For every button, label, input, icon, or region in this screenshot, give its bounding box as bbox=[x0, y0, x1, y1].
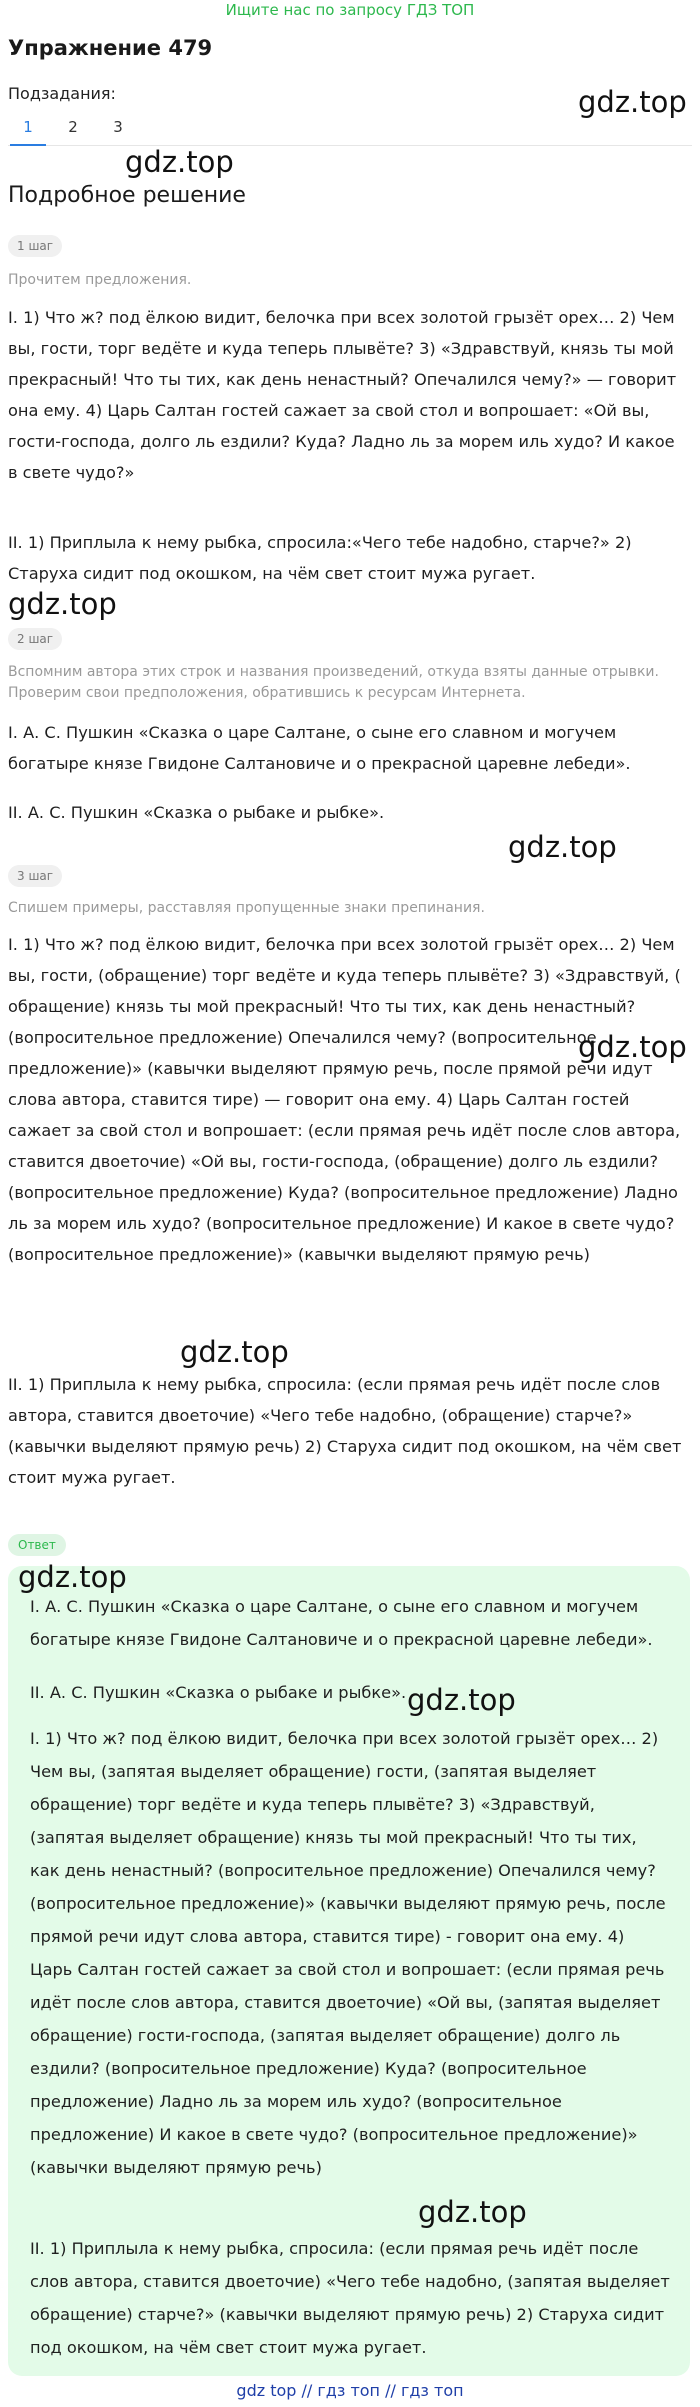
watermark: gdz.top bbox=[8, 587, 117, 621]
watermark: gdz.top bbox=[418, 2195, 527, 2229]
step-paragraph: I. 1) Что ж? под ёлкою видит, белочка при всех золотой грызёт орех… 2) Чем вы, гости, (обращение) торг ведёте и куда теперь плывёте? 3) «Здравствуй, ( обращение) князь ты мой прекрасный! Что ты тих, как день ненастный? (вопросительное предложение) Опечалился чему? (вопросительное предложение)» (кавычки выделяют прямую речь, после прямой речи идут слова автора, ставится тире) — говорит она ему. 4) Царь Салтан гостей сажает за свой стол и вопрошает: (если прямая речь идёт после слов автора, ставится двоеточие) «Ой вы, гости-господа, (обращение) долго ль ездили? (вопросительное предложение) Куда? (вопросительное предложение) Ладно ль за морем иль худо? (вопросительное предложение) И какое в свете чудо? (вопросительное предложение)» (кавычки выделяют прямую речь) bbox=[8, 935, 681, 1264]
tab-subtask-3[interactable]: 3 bbox=[113, 118, 123, 136]
subtasks-label: Подзадания: bbox=[8, 84, 116, 103]
search-us-banner[interactable]: Ищите нас по запросу ГДЗ ТОП bbox=[225, 1, 475, 19]
watermark: gdz.top bbox=[18, 1560, 127, 1594]
step-paragraph: I. А. С. Пушкин «Сказка о царе Салтане, о сыне его славном и могучем богатыре князе Гвидоне Салтановиче и о прекрасной царевне лебеди». bbox=[8, 723, 631, 773]
step-hint: Спишем примеры, расставляя пропущенные знаки препинания. bbox=[8, 900, 485, 916]
watermark: gdz.top bbox=[180, 1335, 289, 1369]
answer-paragraph: I. 1) Что ж? под ёлкою видит, белочка при всех золотой грызёт орех… 2) Чем вы, (запятая выделяет обращение) гости, (запятая выделяет обращение) торг ведёте и куда теперь плывёте? 3) «Здравствуй, (запятая выделяет обращение) князь ты мой прекрасный! Что ты тих, как день ненастный? (вопросительное предложение) Опечалился чему? (вопросительное предложение)» (кавычки выделяют прямую речь, после прямой речи идут слова автора, ставится тире) - говорит она ему. 4) Царь Салтан гостей сажает за свой стол и вопрошает: (если прямая речь идёт после слов автора, ставится двоеточие) «Ой вы, (запятая выделяет обращение) гости-господа, (запятая выделяет обращение) долго ль ездили? (вопросительное предложение) Куда? (вопросительное предложение) Ладно ль за морем иль худо? (вопросительное предложение) И какое в свете чудо? (вопросительное предложение)» (кавычки выделяют прямую речь) bbox=[30, 1729, 666, 2177]
step-badge: 1 шаг bbox=[8, 235, 62, 257]
watermark: gdz.top bbox=[578, 1030, 687, 1064]
tab-subtask-2[interactable]: 2 bbox=[68, 118, 78, 136]
section-title: Подробное решение bbox=[8, 183, 246, 208]
step-hint: Прочитем предложения. bbox=[8, 272, 192, 288]
step-paragraph: I. 1) Что ж? под ёлкою видит, белочка при всех золотой грызёт орех… 2) Чем вы, гости, торг ведёте и куда теперь плывёте? 3) «Здравствуй, князь ты мой прекрасный! Что ты тих, как день ненастный? Опечалился чему?» — говорит она ему. 4) Царь Салтан гостей сажает за свой стол и вопрошает: «Ой вы, гости-господа, долго ль ездили? Куда? Ладно ль за морем иль худо? И какое в свете чудо?» bbox=[8, 308, 677, 482]
tab-subtask-1[interactable]: 1 bbox=[10, 116, 46, 146]
answer-badge: Ответ bbox=[8, 1534, 66, 1556]
answer-paragraph: I. А. С. Пушкин «Сказка о царе Салтане, о сыне его славном и могучем богатыре князе Гвидоне Салтановиче и о прекрасной царевне лебеди». bbox=[30, 1597, 653, 1649]
step-paragraph: II. А. С. Пушкин «Сказка о рыбаке и рыбке». bbox=[8, 803, 385, 822]
watermark: gdz.top bbox=[508, 830, 617, 864]
step-paragraph: II. 1) Приплыла к нему рыбка, спросила: (если прямая речь идёт после слов автора, ставится двоеточие) «Чего тебе надобно, (обращение) старче?» (кавычки выделяют прямую речь) 2) Старуха сидит под окошком, на чём свет стоит мужа ругает. bbox=[8, 1375, 682, 1487]
watermark: gdz.top bbox=[407, 1683, 516, 1717]
step-paragraph: II. 1) Приплыла к нему рыбка, спросила:«Чего тебе надобно, старче?» 2) Старуха сидит под окошком, на чём свет стоит мужа ругает. bbox=[8, 533, 632, 583]
answer-paragraph: II. 1) Приплыла к нему рыбка, спросила: (если прямая речь идёт после слов автора, ставится двоеточие) «Чего тебе надобно, (запятая выделяет обращение) старче?» (кавычки выделяют прямую речь) 2) Старуха сидит под окошком, на чём свет стоит мужа ругает. bbox=[30, 2239, 670, 2357]
step-badge: 3 шаг bbox=[8, 865, 62, 887]
page-title: Упражнение 479 bbox=[8, 36, 213, 60]
step-hint: Вспомним автора этих строк и названия произведений, откуда взяты данные отрывки. Проверим свои предположения, обратившись к ресурсам Интернета. bbox=[8, 664, 659, 701]
watermark: gdz.top bbox=[578, 85, 687, 119]
footer-links[interactable]: gdz top // гдз топ // гдз топ bbox=[236, 2381, 464, 2400]
answer-paragraph: II. А. С. Пушкин «Сказка о рыбаке и рыбке». bbox=[30, 1683, 407, 1702]
watermark: gdz.top bbox=[125, 145, 234, 179]
step-badge: 2 шаг bbox=[8, 628, 62, 650]
